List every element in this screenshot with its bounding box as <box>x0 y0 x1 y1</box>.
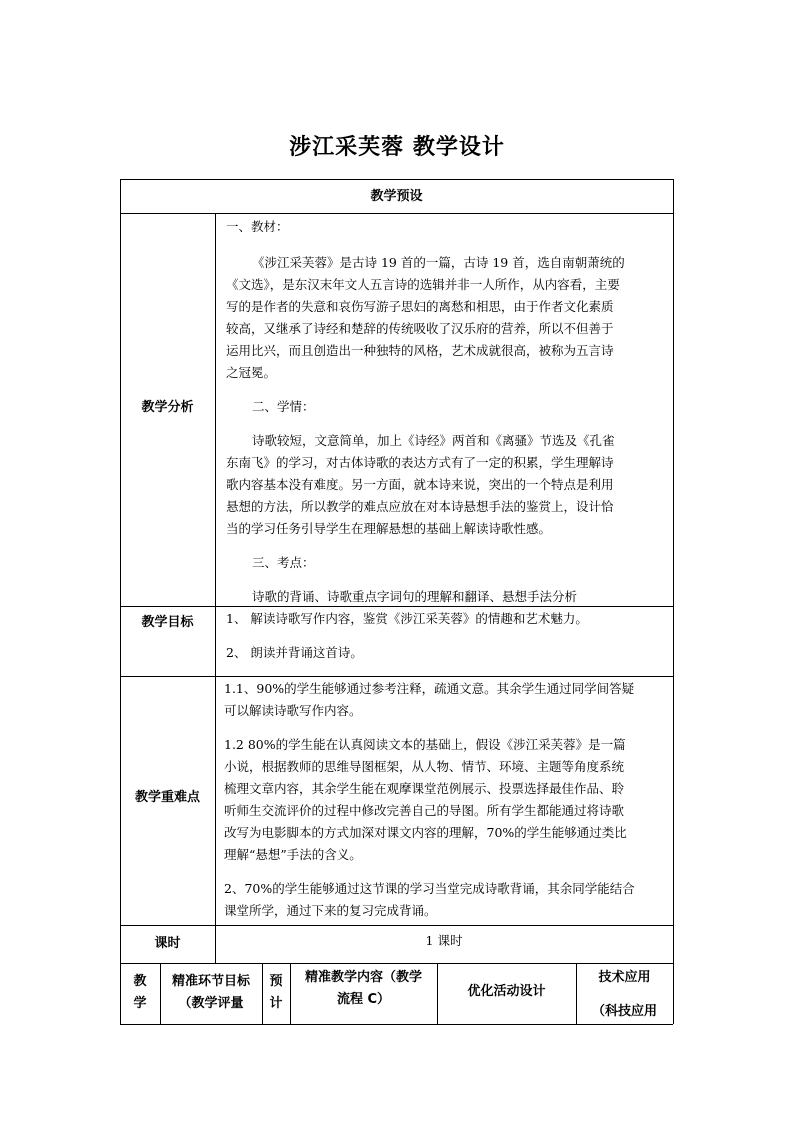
text-line: 诗歌较短，文意简单，加上《诗经》两首和《离骚》节选及《孔雀 <box>252 433 615 448</box>
header-line: 教 <box>133 974 147 989</box>
goal-item: 2、 朗读并背诵这首诗。 <box>226 645 363 660</box>
header-line: 流程 C） <box>336 992 391 1007</box>
section-heading-students: 二、学情： <box>252 399 315 414</box>
period-value: 1 课时 <box>425 933 463 948</box>
header-line: （科技应用 <box>591 1004 657 1019</box>
text-line: 诗歌的背诵、诗歌重点字词句的理解和翻译、悬想手法分析 <box>252 589 578 604</box>
analysis-label: 教学分析 <box>141 400 194 415</box>
text-line: 当的学习任务引导学生在理解悬想的基础上解读诗歌性感。 <box>226 521 552 536</box>
header-line: 预 <box>269 974 283 989</box>
text-line: 《文选》，是东汉末年文人五言诗的选辑并非一人所作，从内容看，主要 <box>226 277 620 292</box>
text-line: 较高，又继承了诗经和楚辞的传统吸收了汉乐府的营养，所以不但善于 <box>226 321 614 336</box>
text-line: 1.2 80%的学生能在认真阅读文本的基础上，假设《涉江采芙蓉》是一篇 <box>224 737 626 752</box>
page-title: 涉江采芙蓉 教学设计 <box>289 135 505 160</box>
column-header-goals <box>160 971 262 1015</box>
goal-item: 1、 解读诗歌写作内容，鉴赏《涉江采芙蓉》的情趣和艺术魅力。 <box>226 611 588 626</box>
text-line: 课堂所学，通过下来的复习完成背诵。 <box>224 903 437 918</box>
table-header: 教学预设 <box>370 189 423 204</box>
column-header-technology <box>576 967 673 1023</box>
header-line: （教学评量 <box>178 996 244 1011</box>
header-line: 技术应用 <box>598 970 651 985</box>
text-line: 1.1、90%的学生能够通过参考注释，疏通文意。其余学生通过同学间答疑 <box>224 681 635 696</box>
section-heading-exam-points: 三、考点： <box>252 555 315 570</box>
text-line: 《涉江采芙蓉》是古诗 19 首的一篇，古诗 19 首，选自南朝萧统的 <box>252 255 625 270</box>
text-line: 运用比兴，而且创造出一种独特的风格，艺术成就很高，被称为五言诗 <box>226 343 614 358</box>
goals-content <box>226 608 666 664</box>
text-line: 理解“悬想”手法的含义。 <box>224 847 362 862</box>
column-header-content <box>290 967 437 1011</box>
header-line: 精准环节目标 <box>171 974 250 989</box>
analysis-content <box>226 216 666 608</box>
text-line: 歌内容基本没有难度。另一方面，就本诗来说，突出的一个特点是利用 <box>226 477 614 492</box>
header-line: 精准教学内容（教学 <box>304 970 422 985</box>
text-line: 悬想的方法，所以教学的难点应放在对本诗悬想手法的鉴赏上，设计恰 <box>226 499 614 514</box>
difficulty-label: 教学重难点 <box>134 790 200 805</box>
header-line: 学 <box>133 996 147 1011</box>
text-line: 小说，根据教师的思维导图框架，从人物、情节、环境、主题等角度系统 <box>224 759 625 774</box>
section-heading-textbook: 一、教材： <box>226 219 289 234</box>
text-line: 东南飞》的学习，对古体诗歌的表达方式有了一定的积累，学生理解诗 <box>226 455 614 470</box>
text-line: 梳理文章内容，其余学生能在观摩课堂范例展示、投票选择最佳作品、聆 <box>224 781 625 796</box>
period-label: 课时 <box>154 936 181 951</box>
text-line: 听师生交流评价的过程中修改完善自己的导图。所有学生都能通过将诗歌 <box>224 803 625 818</box>
text-line: 之冠冕。 <box>226 365 277 380</box>
text-line: 可以解读诗歌写作内容。 <box>224 703 362 718</box>
text-line: 改写为电影脚本的方式加深对课文内容的理解，70%的学生能够通过类比 <box>224 825 627 840</box>
text-line: 写的是作者的失意和哀伤写游子思妇的离愁和相思，由于作者文化素质 <box>226 299 614 314</box>
column-header-teaching <box>120 971 160 1015</box>
difficulty-content <box>224 678 668 922</box>
header-line: 计 <box>269 996 283 1011</box>
text-line: 2、70%的学生能够通过这节课的学习当堂完成诗歌背诵，其余同学能结合 <box>224 881 635 896</box>
column-header-activity: 优化活动设计 <box>467 984 546 999</box>
goals-label: 教学目标 <box>141 615 194 630</box>
column-header-estimate <box>262 971 290 1015</box>
